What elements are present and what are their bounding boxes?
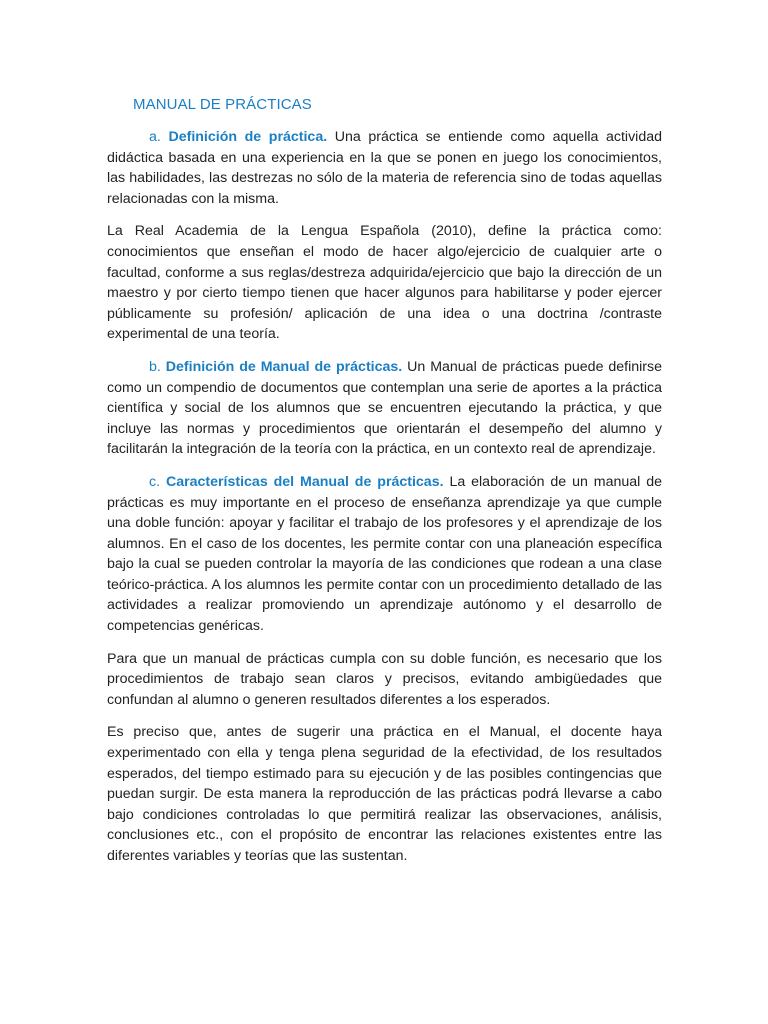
- document-page: [107, 95, 662, 879]
- section-a-text: Una práctica se entiende como aquella actividad didáctica basada en una experiencia en la que se ponen en juego los conocimientos, las habilidades, las destrezas no sólo de la materia de referencia sino de todas aquellas relacionadas con la misma.: [107, 129, 662, 207]
- section-a-letter: a.: [149, 129, 161, 145]
- section-b-paragraph: [107, 357, 662, 460]
- section-a-paragraph: [107, 127, 662, 209]
- section-b-text: Un Manual de prácticas puede definirse como un compendio de documentos que contemplan una serie de aportes a la práctica científica y social de los alumnos que se encuentren ejecutando la práctica, y que incluye las normas y procedimientos que orientarán el desempeño del alumno y facilitarán la integración de la teoría con la práctica, en un contexto real de aprendizaje.: [107, 358, 663, 458]
- section-b-letter: b.: [149, 358, 161, 375]
- double-function-paragraph: Para que un manual de prácticas cumpla con su doble función, es necesario que los procedimientos de trabajo sean claros y precisos, evitando ambigüedades que confundan al alumno o generen resultados diferentes a los esperados.: [107, 650, 662, 708]
- section-b-heading: Definición de Manual de prácticas.: [165, 358, 403, 375]
- section-c-text: La elaboración de un manual de prácticas es muy importante en el proceso de enseñanza aprendizaje ya que cumple una doble función: apoyar y facilitar el trabajo de los profesores y el aprendizaje de los alumnos. En el caso de los docentes, les permite contar con una planeación específica bajo la cual se pueden controlar la mayoría de las condiciones que rodean a una clase teórico-práctica. A los alumnos les permite contar con un procedimiento detallado de las actividades a realizar promoviendo un aprendizaje autónomo y el desarrollo de competencias genéricas.: [107, 473, 662, 635]
- section-c-paragraph: [107, 472, 662, 637]
- document-title: MANUAL DE PRÁCTICAS: [133, 96, 312, 113]
- section-a-heading: Definición de práctica.: [168, 129, 328, 145]
- section-c-letter: c.: [149, 473, 161, 490]
- rae-definition-paragraph: La Real Academia de la Lengua Española (2010), define la práctica como: conocimientos que enseñan el modo de hacer algo/ejercicio de cualquier arte o facultad, conforme a sus reglas/destreza adquirida/ejercicio que bajo la dirección de un maestro y por cierto tiempo tienen que hacer algunos para habilitarse y poder ejercer públicamente su profesión/ aplicación de una idea o una doctrina /contraste experimental de una teoría.: [107, 223, 662, 343]
- teacher-experiment-paragraph: Es preciso que, antes de sugerir una práctica en el Manual, el docente haya experimentado con ella y tenga plena seguridad de la efectividad, de los resultados esperados, del tiempo estimado para su ejecución y de las posibles contingencias que puedan surgir. De esta manera la reproducción de las prácticas podrá llevarse a cabo bajo condiciones controladas lo que permitirá realizar las observaciones, análisis, conclusiones etc., con el propósito de encontrar las relaciones existentes entre las diferentes variables y teorías que las sustentan.: [107, 724, 662, 864]
- section-c-heading: Características del Manual de prácticas.: [165, 473, 444, 490]
